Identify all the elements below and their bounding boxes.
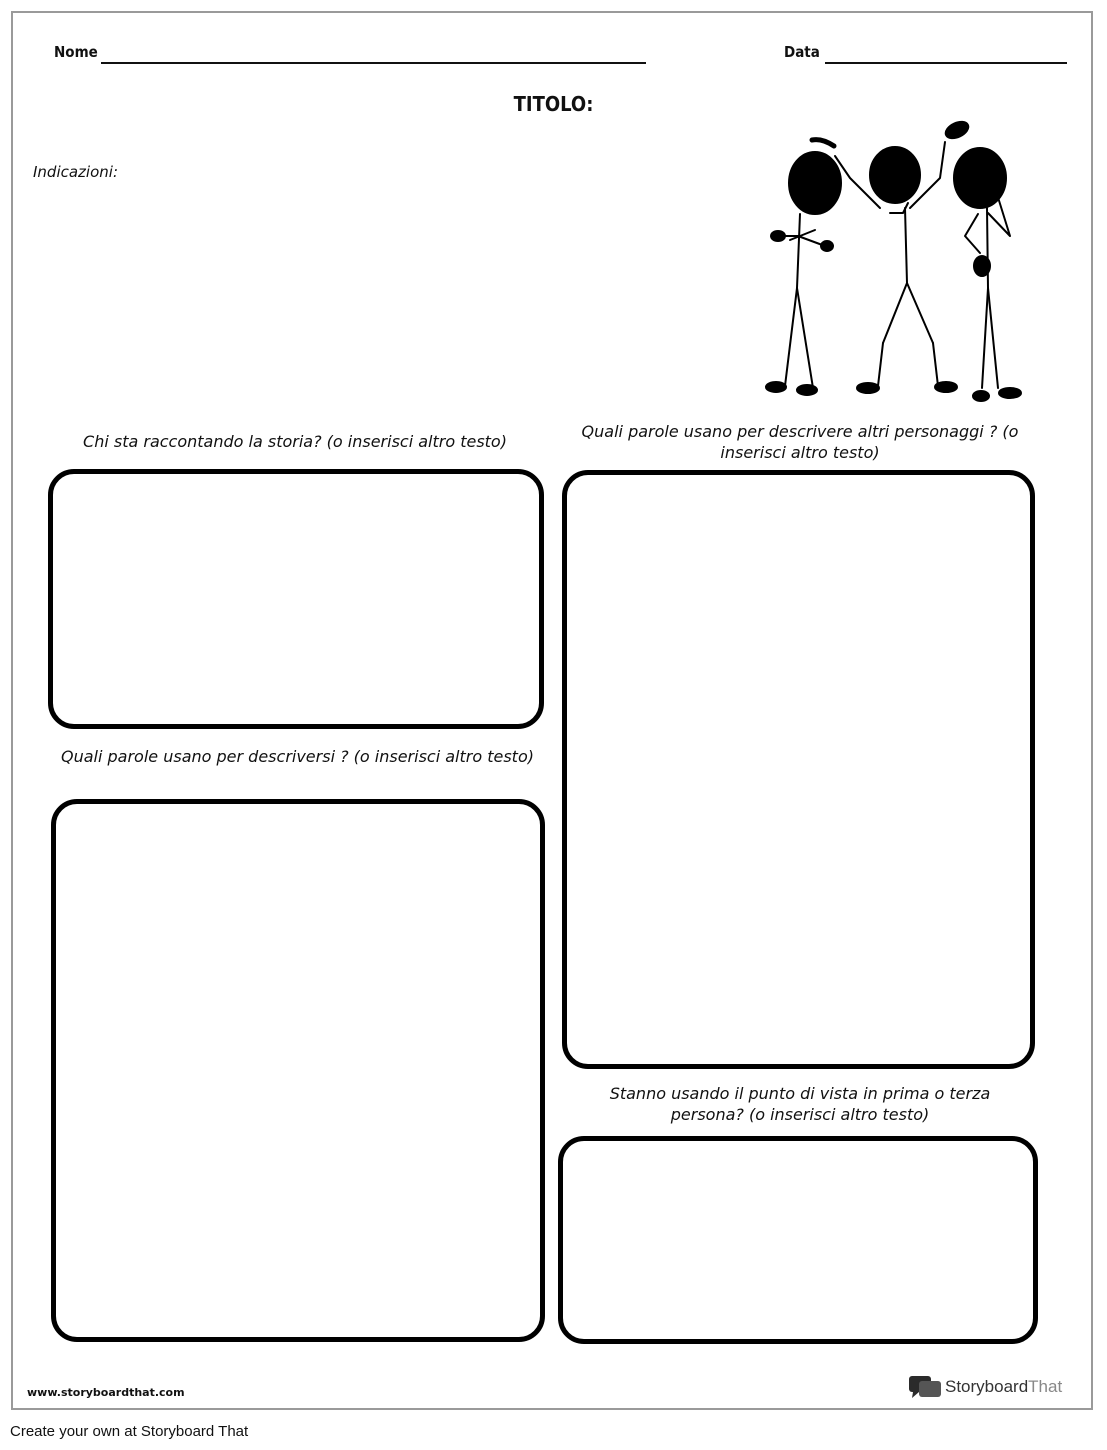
logo-text-light: That [1028, 1377, 1063, 1396]
directions-label: Indicazioni: [33, 163, 119, 181]
speech-bubbles-icon [908, 1374, 942, 1400]
prompt-describe-self: Quali parole usano per descriversi ? (o inserisci altro testo) [61, 747, 534, 766]
storyboardthat-logo[interactable] [908, 1373, 1062, 1401]
stick-figures-icon [760, 118, 1030, 408]
page-title: TITOLO: [513, 92, 594, 116]
answer-box-describe-others[interactable] [562, 470, 1035, 1069]
date-label: Data [784, 43, 820, 61]
website-link[interactable]: www.storyboardthat.com [27, 1386, 185, 1399]
date-field[interactable] [825, 62, 1067, 64]
prompt-describe-others: Quali parole usano per descrivere altri personaggi ? (o inserisci altro testo) [581, 422, 1019, 462]
logo-text-bold: Storyboard [945, 1377, 1029, 1396]
prompt-point-of-view: Stanno usando il punto di vista in prima o terza persona? (o inserisci altro testo) [609, 1084, 991, 1124]
answer-box-describe-self[interactable] [51, 799, 545, 1342]
name-label: Nome [54, 43, 98, 61]
answer-box-narrator[interactable] [48, 469, 544, 729]
answer-box-point-of-view[interactable] [558, 1136, 1038, 1344]
prompt-narrator: Chi sta raccontando la storia? (o inserisci altro testo) [83, 432, 507, 451]
bottom-caption[interactable]: Create your own at Storyboard That [10, 1423, 249, 1440]
name-field[interactable] [101, 62, 646, 64]
